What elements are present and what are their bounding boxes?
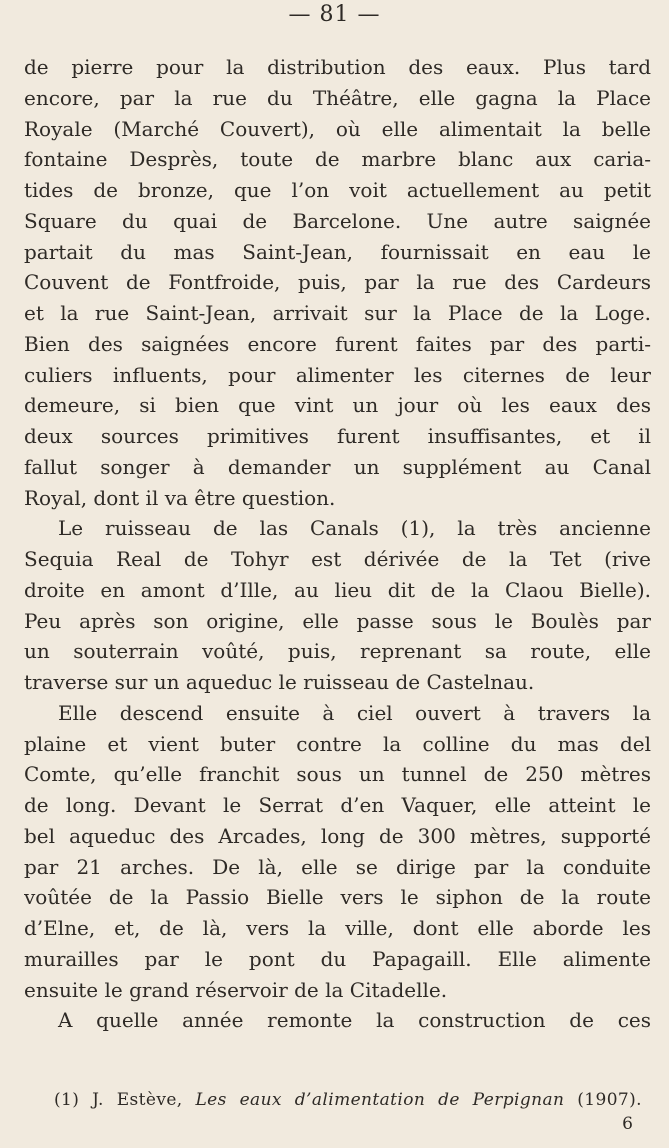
- text-line: Peu après son origine, elle passe sous le Boulès par: [24, 608, 651, 633]
- text-line: tides de bronze, que l’on voit actuellement au petit: [24, 178, 651, 202]
- text-line: un souterrain voûté, puis, reprenant sa route, elle: [24, 639, 651, 664]
- text-line: de long. Devant le Serrat d’en Vaquer, elle atteint le: [24, 793, 651, 817]
- text-line: deux sources primitives furent insuffisantes, et il: [24, 424, 651, 448]
- text-line: Square du quai de Barcelone. Une autre saignée: [24, 208, 651, 233]
- text-line: de pierre pour la distribution des eaux. Plus tard: [24, 55, 651, 79]
- text-line: Sequia Real de Tohyr est dérivée de la Tet (rive: [24, 547, 651, 571]
- text-line: traverse sur un aqueduc le ruisseau de Castelnau.: [24, 670, 535, 694]
- footnote: [54, 1090, 642, 1110]
- text-line: Couvent de Fontfroide, puis, par la rue des Cardeurs: [24, 270, 651, 295]
- text-line: d’Elne, et, de là, vers la ville, dont elle aborde les: [24, 916, 651, 940]
- text-line: fallut songer à demander un supplément au Canal: [24, 454, 651, 479]
- text-line: par 21 arches. De là, elle se dirige par la conduite: [24, 854, 651, 879]
- text-line: plaine et vient buter contre la colline du mas del: [24, 731, 651, 756]
- text-line: ensuite le grand réservoir de la Citadelle.: [24, 977, 448, 1002]
- text-line: Royale (Marché Couvert), où elle alimentait la belle: [24, 116, 651, 141]
- footnote-title: Les eaux d’alimentation de Perpignan: [195, 1090, 565, 1110]
- text-line: droite en amont d’Ille, au lieu dit de la Claou Bielle).: [24, 577, 651, 602]
- text-line: culiers influents, pour alimenter les citernes de leur: [24, 362, 651, 387]
- footnote-marker: (1) J. Estève,: [54, 1090, 183, 1110]
- text-line: demeure, si bien que vint un jour où les eaux des: [24, 393, 651, 418]
- text-line: Royal, dont il va être question.: [24, 485, 336, 510]
- text-line: fontaine Desprès, toute de marbre blanc aux caria-: [24, 147, 651, 172]
- text-line: et la rue Saint-Jean, arrivait sur la Place de la Loge.: [24, 301, 651, 325]
- text-line: Le ruisseau de las Canals (1), la très ancienne: [58, 516, 651, 541]
- text-line: voûtée de la Passio Bielle vers le siphon de la route: [24, 885, 651, 910]
- text-line: Comte, qu’elle franchit sous un tunnel de 250 mètres: [24, 762, 651, 787]
- signature-mark: 6: [622, 1114, 633, 1134]
- text-line: A quelle année remonte la construction de ces: [58, 1008, 651, 1033]
- text-line: encore, par la rue du Théâtre, elle gagna la Place: [24, 85, 651, 110]
- body-text: [24, 52, 651, 1036]
- page-number: — 81 —: [288, 2, 381, 27]
- text-line: partait du mas Saint-Jean, fournissait en eau le: [24, 239, 651, 264]
- text-line: Elle descend ensuite à ciel ouvert à travers la: [58, 700, 651, 725]
- text-line: murailles par le pont du Papagaill. Elle alimente: [24, 946, 651, 971]
- text-line: bel aqueduc des Arcades, long de 300 mètres, supporté: [24, 823, 651, 848]
- text-line: Bien des saignées encore furent faites par des parti-: [24, 331, 651, 356]
- footnote-year: (1907).: [577, 1090, 642, 1110]
